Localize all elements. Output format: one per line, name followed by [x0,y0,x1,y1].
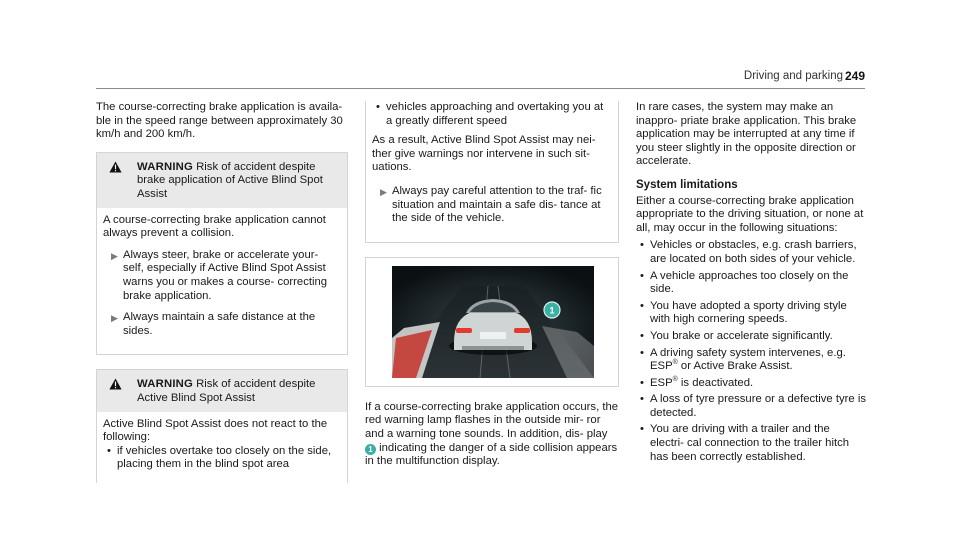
warning-body [97,412,347,483]
warning-continuation [365,101,619,243]
list-item: • ESP® is deactivated. [640,375,754,389]
intro-paragraph: In rare cases, the system may make an inappro- priate brake application. This brake application may be interrupted at any time if you steer slightly in the opposite direction or accelerate. [636,101,857,168]
list-item-text: if vehicles overtake too closely on the side, placing them in the blind spot area [117,444,332,471]
warning-label: WARNING [137,378,193,391]
action-text: Always steer, brake or accelerate your- self, especially if Active Blind Spot Assist warns you or makes a course- correcting brake application. [123,248,328,302]
list-item: • A driving safety system intervenes, e.g. ESP® or Active Brake Assist. [640,346,846,373]
list-item-text: A driving safety system intervenes, e.g. ESP [650,346,846,373]
column-1 [96,101,348,483]
list-item-text: ESP [650,376,673,389]
caption-text: indicating the danger of a side collision appears in the multifunction display. [365,441,618,468]
warning-box-limits [96,369,348,483]
list-item-text: is deactivated. [680,376,754,389]
action-text: Always maintain a safe distance at the sides. [123,311,316,337]
list-item-text: You are driving with a trailer and the electri- cal connection to the trailer hitch has been correctly established. [650,423,850,463]
arrow-right-icon: ▶ [380,186,387,197]
warning-triangle-icon [109,378,122,390]
warning-title [103,378,341,405]
warning-header [97,153,347,208]
list-item: • You brake or accelerate significantly. [640,329,833,342]
warning-box-brake [96,152,348,356]
list-item: • Vehicles or obstacles, e.g. crash barriers, are located on both sides of your vehicle. [640,239,857,265]
list-item-text: vehicles approaching and overtaking you at a greatly different speed [386,101,604,127]
warning-title [103,161,341,202]
list-item-text: You have adopted a sporty driving style with high cornering speeds. [650,299,847,326]
list-item: • A vehicle approaches too closely on the side. [640,269,849,296]
callout-badge: 1 [365,444,376,455]
list-item: • You have adopted a sporty driving style with high cornering speeds. [640,299,847,326]
figure-box [365,257,619,387]
warning-triangle-icon [109,161,122,173]
action-step [372,185,612,226]
intro-paragraph: The course-correcting brake application is availa- ble in the speed range between approximately 30 km/h and 200 km/h. [96,101,343,141]
warning-label: WARNING [137,160,193,173]
bullet-list [103,445,341,472]
warning-text: Risk of accident despite Active Blind Spot Assist [137,378,316,404]
column-3 [636,101,866,467]
registered-mark: ® [672,375,678,383]
limitations-list [636,239,866,464]
caption-paragraph [365,401,619,469]
callout-number: 1 [549,305,555,316]
warning-body-text: Active Blind Spot Assist does not react to the following: [103,417,328,444]
action-text: Always pay careful attention to the traf- fic situation and maintain a safe dis- tance at the side of the vehicle. [392,184,602,225]
registered-mark: ® [672,359,678,367]
caption-text: If a course-correcting brake application occurs, the red warning lamp flashes in the outside mir- ror and a warning tone sounds. In addition, dis- play [365,400,619,440]
warning-body [97,208,347,355]
page-number: 249 [844,69,865,83]
section-title: Driving and parking [743,70,843,82]
multifunction-display-image [392,266,594,378]
car-road-illustration [392,266,594,378]
list-item: • A loss of tyre pressure or a defective tyre is detected. [640,393,866,419]
result-paragraph: As a result, Active Blind Spot Assist may nei- ther give warnings nor intervene in such sit- uations. [372,134,596,174]
warning-header [97,370,347,411]
arrow-right-icon: ▶ [111,250,118,261]
bullet-list [372,101,612,128]
column-2 [365,101,619,479]
action-step [103,249,341,303]
section-heading: System limitations [636,178,738,191]
list-item: • vehicles approaching and overtaking you at a greatly different speed [376,101,604,127]
action-step [103,311,341,338]
arrow-right-icon: ▶ [111,313,118,324]
list-item: • if vehicles overtake too closely on the side, placing them in the blind spot area [107,444,332,471]
lead-paragraph: Either a course-correcting brake application appropriate to the driving situation, or none at all, may occur in the following situations: [636,194,864,234]
list-item-text: A vehicle approaches too closely on the side. [650,269,849,296]
list-item-text: You brake or accelerate significantly. [650,329,833,342]
page-header [96,70,865,89]
warning-text: Risk of accident despite brake application of Active Blind Spot Assist [137,160,323,200]
list-item: • You are driving with a trailer and the electri- cal connection to the trailer hitch has been correctly established. [640,423,850,463]
list-item-text: or Active Brake Assist. [680,360,793,373]
list-item-text: Vehicles or obstacles, e.g. crash barriers, are located on both sides of your vehicle. [650,239,857,265]
warning-body-text: A course-correcting brake application cannot always prevent a collision. [103,213,326,240]
list-item-text: A loss of tyre pressure or a defective tyre is detected. [650,393,866,419]
